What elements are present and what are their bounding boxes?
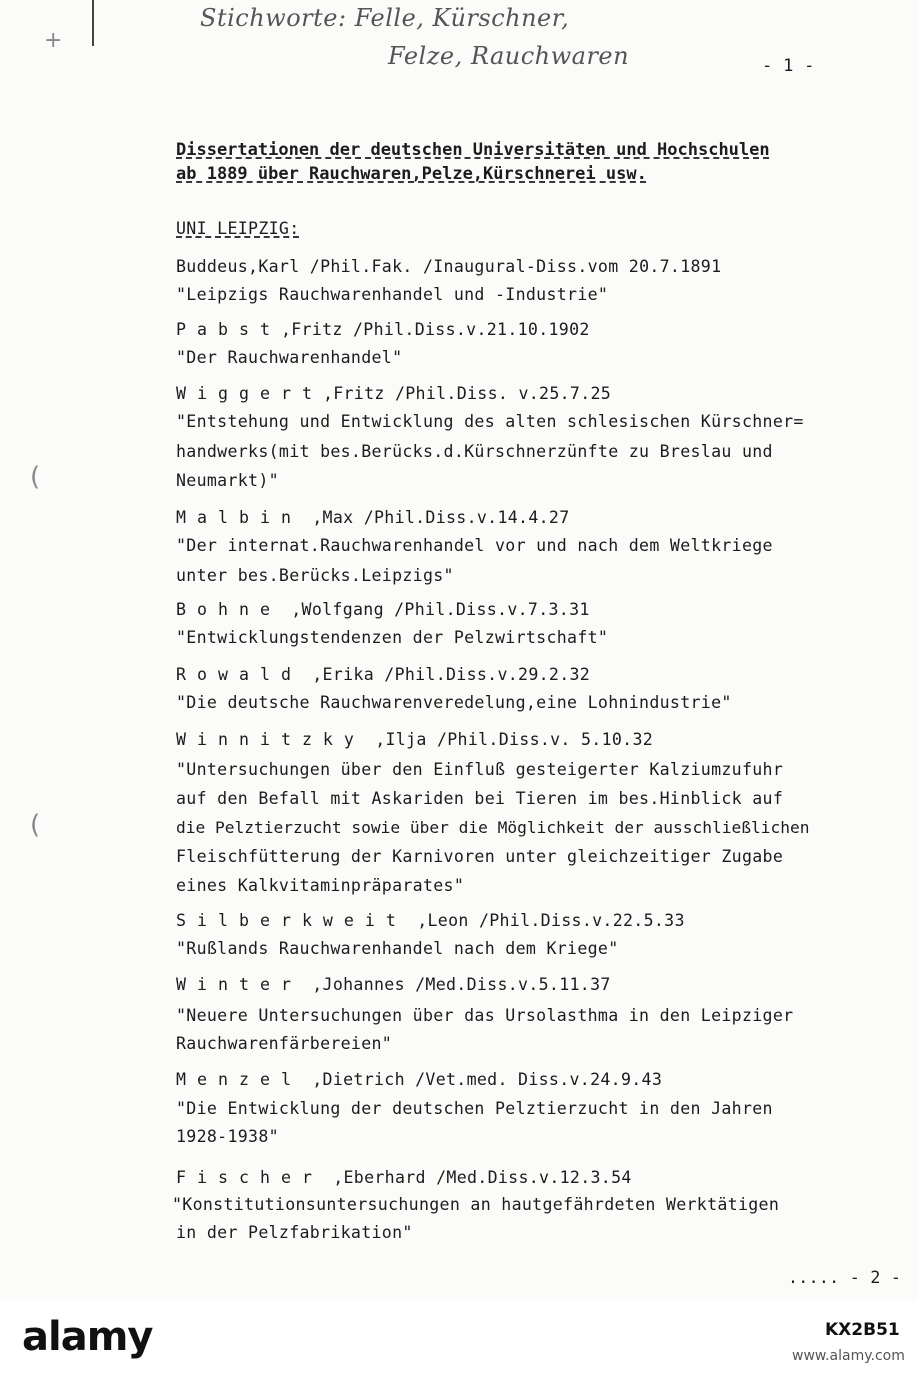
corner-mark: + bbox=[44, 28, 63, 53]
entry-meta: ,Fritz /Phil.Diss.v.21.10.1902 bbox=[280, 320, 590, 339]
entry-author: Buddeus,Karl bbox=[176, 257, 300, 276]
entry-header bbox=[176, 975, 611, 994]
entry-title-line: "Leipzigs Rauchwarenhandel und -Industrie" bbox=[176, 285, 609, 304]
entry-header bbox=[176, 257, 721, 276]
margin-mark: ( bbox=[30, 462, 41, 492]
entry-header bbox=[176, 665, 590, 684]
entry-meta: ,Erika /Phil.Diss.v.29.2.32 bbox=[301, 665, 591, 684]
entry-author: Bohne bbox=[176, 600, 281, 619]
entry-author: Pabst bbox=[176, 320, 281, 339]
entry-title-line: Neumarkt)" bbox=[176, 471, 279, 490]
entry-author: Wiggert bbox=[176, 384, 323, 403]
entry-header bbox=[176, 1168, 632, 1187]
entry-title-line: "Untersuchungen über den Einfluß gesteigerter Kalziumzufuhr bbox=[176, 760, 784, 779]
left-edge-mark bbox=[92, 0, 94, 46]
entry-title-line: Fleischfütterung der Karnivoren unter gleichzeitiger Zugabe bbox=[176, 847, 784, 866]
entry-author: Menzel bbox=[176, 1070, 302, 1089]
entry-header bbox=[176, 320, 590, 339]
entry-meta: ,Leon /Phil.Diss.v.22.5.33 bbox=[406, 911, 685, 930]
entry-header bbox=[176, 508, 570, 527]
entry-meta: ,Max /Phil.Diss.v.14.4.27 bbox=[301, 508, 570, 527]
document-title-line2: ab 1889 über Rauchwaren,Pelze,Kürschnerei usw. bbox=[176, 164, 647, 184]
entry-title-line: "Die deutsche Rauchwarenveredelung,eine Lohnindustrie" bbox=[176, 693, 732, 712]
entry-title-line: "Entwicklungstendenzen der Pelzwirtschaft" bbox=[176, 628, 609, 647]
handwritten-keywords-line2: Felze, Rauchwaren bbox=[388, 42, 630, 70]
handwritten-keywords-line1: Stichworte: Felle, Kürschner, bbox=[200, 4, 570, 32]
entry-title-line: in der Pelzfabrikation" bbox=[176, 1223, 413, 1242]
entry-title-line: "Die Entwicklung der deutschen Pelztierzucht in den Jahren bbox=[176, 1099, 773, 1118]
entry-title-line: Rauchwarenfärbereien" bbox=[176, 1034, 393, 1053]
entry-title-line: "Rußlands Rauchwarenhandel nach dem Kriege" bbox=[176, 939, 619, 958]
entry-title-line: 1928-1938" bbox=[176, 1127, 279, 1146]
entry-title-line: "Neuere Untersuchungen über das Ursolasthma in den Leipziger bbox=[176, 1006, 794, 1025]
entry-title-line: eines Kalkvitaminpräparates" bbox=[176, 876, 465, 895]
entry-author: Winnitzky bbox=[176, 730, 365, 749]
entry-author: Rowald bbox=[176, 665, 302, 684]
entry-meta: /Phil.Fak. /Inaugural-Diss.vom 20.7.1891 bbox=[299, 257, 722, 276]
entry-title-line: handwerks(mit bes.Berücks.d.Kürschnerzünfte zu Breslau und bbox=[176, 442, 773, 461]
section-heading: UNI LEIPZIG: bbox=[176, 219, 300, 238]
entry-meta: ,Johannes /Med.Diss.v.5.11.37 bbox=[301, 975, 611, 994]
document-title-line1: Dissertationen der deutschen Universitäten und Hochschulen bbox=[176, 140, 770, 160]
entry-author: Winter bbox=[176, 975, 302, 994]
entry-title-line: unter bes.Berücks.Leipzigs" bbox=[176, 566, 454, 585]
entry-author: Malbin bbox=[176, 508, 302, 527]
stock-image-id: KX2B51 bbox=[825, 1320, 900, 1340]
entry-meta: ,Wolfgang /Phil.Diss.v.7.3.31 bbox=[280, 600, 590, 619]
stock-url: www.alamy.com bbox=[792, 1348, 905, 1364]
entry-author: Fischer bbox=[176, 1168, 323, 1187]
entry-meta: ,Ilja /Phil.Diss.v. 5.10.32 bbox=[364, 730, 654, 749]
entry-title-line: "Konstitutionsuntersuchungen an hautgefährdeten Werktätigen bbox=[172, 1195, 780, 1214]
margin-mark: ( bbox=[30, 810, 41, 840]
page-number: - 1 - bbox=[762, 56, 815, 76]
entry-title-line: "Der Rauchwarenhandel" bbox=[176, 348, 403, 367]
entry-meta: ,Eberhard /Med.Diss.v.12.3.54 bbox=[322, 1168, 632, 1187]
continuation-marker: ..... - 2 - bbox=[788, 1268, 902, 1287]
entry-title-line: auf den Befall mit Askariden bei Tieren im bes.Hinblick auf bbox=[176, 789, 784, 808]
entry-title-line: die Pelztierzucht sowie über die Möglichkeit der ausschließlichen bbox=[176, 818, 810, 837]
entry-header bbox=[176, 384, 611, 403]
entry-meta: ,Dietrich /Vet.med. Diss.v.24.9.43 bbox=[301, 1070, 663, 1089]
entry-header bbox=[176, 730, 653, 749]
entry-header bbox=[176, 1070, 662, 1089]
entry-title-line: "Entstehung und Entwicklung des alten schlesischen Kürschner= bbox=[176, 412, 804, 431]
alamy-logo: alamy bbox=[22, 1314, 153, 1360]
entry-header bbox=[176, 911, 685, 930]
entry-header bbox=[176, 600, 590, 619]
entry-meta: ,Fritz /Phil.Diss. v.25.7.25 bbox=[322, 384, 612, 403]
entry-title-line: "Der internat.Rauchwarenhandel vor und nach dem Weltkriege bbox=[176, 536, 773, 555]
entry-author: Silberkweit bbox=[176, 911, 407, 930]
